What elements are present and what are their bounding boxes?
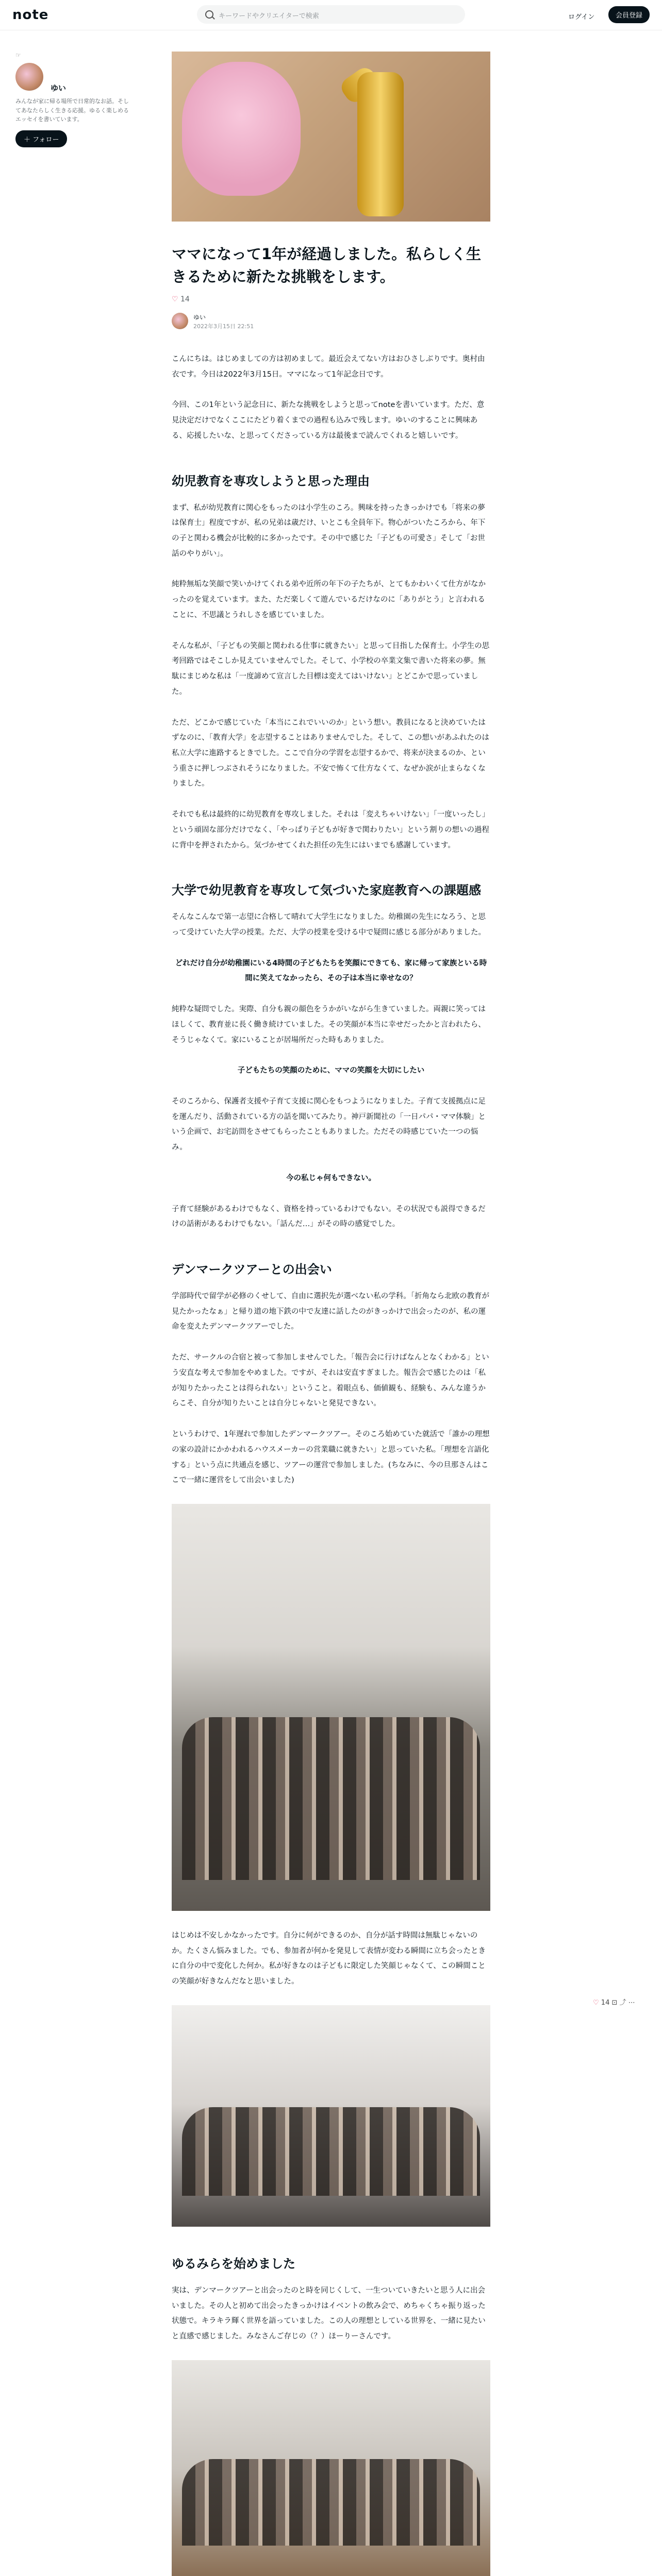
- paragraph: 純粋な疑問でした。実際、自分も親の顔色をうかがいながら生きていました。両親に笑ってはほしくて、教育並に長く働き続けていました。その笑顔が本当に幸せだったかと言われたら、そうじゃなくて。家にいることが居場所だった時もありました。: [172, 1005, 486, 1044]
- paragraph: ただ、サークルの合宿と被って参加しませんでした。「報告会に行けばなんとなくわかる」という安直な考えで参加をやめました。ですが、それは安直すぎました。報告会で感じたのは「私が知りたかったことは得られない」ということ。着眼点も、価値観も、経験も、みんな違うからこそ、自分が知りたいことは自分じゃないと発見できない。: [172, 1353, 489, 1408]
- section-heading: ゆるみらを始めました: [172, 2256, 295, 2271]
- like-row: [172, 295, 490, 303]
- signup-button[interactable]: 会員登録: [608, 6, 650, 23]
- floating-like-count: 14: [601, 1999, 610, 2007]
- search-icon: [205, 10, 213, 19]
- creator-name[interactable]: ゆい: [51, 83, 67, 93]
- emphasis-quote: どれだけ自分が幼稚園にいる4時間の子どもたちを笑顔にできても、家に帰って家族といる時間に笑えてなかったら、その子は本当に幸せなの？: [175, 959, 487, 983]
- costume-image: [182, 2459, 480, 2546]
- crowd-image: [182, 1717, 480, 1880]
- emphasis-quote: 子どもたちの笑顔のために、ママの笑顔を大切にしたい: [237, 1066, 425, 1075]
- group-photo-outdoor: [172, 1504, 490, 1911]
- group-photo-indoor: [172, 2005, 490, 2227]
- emphasis-quote: 今の私じゃ何もできない。: [286, 1174, 376, 1182]
- hero-image: [172, 52, 490, 222]
- paragraph: 子育て経験があるわけでもなく、資格を持っているわけでもない。その状況でも説得できるだけの話術があるわけでもない。「話んだ…」がその時の感覚でした。: [172, 1205, 486, 1229]
- bookmark-icon[interactable]: ⊡: [611, 1999, 618, 2007]
- creator-avatar[interactable]: [15, 63, 43, 91]
- paragraph: まず、私が幼児教育に関心をもったのは小学生のころ。興味を持ったきっかけでも「将来の夢は保育士」程度ですが、私の兄弟は歳だけ、いとこも全員年下。物心がついたころから、年下の子と関わる機会が比較的に多かったです。その中で感じた「子どもの可愛さ」そして「お世話のやりがい」。: [172, 503, 486, 558]
- paragraph: 純粋無垢な笑顔で笑いかけてくれる弟や近所の年下の子たちが、とてもかわいくて仕方がなかったのを覚えています。また、ただ楽しくて遊んでいるだけなのに「ありがとう」と言われることに、不思議とうれしさを感じていました。: [172, 580, 486, 619]
- paragraph: こんにちは。はじめましての方は初めまして。最近会えてない方はおひさしぶりです。奥村由衣です。今日は2022年3月15日。ママになって1年記念日です。: [172, 355, 485, 379]
- search-box[interactable]: [197, 5, 465, 24]
- paragraph: それでも私は最終的に幼児教育を専攻しました。それは「変えちゃいけない」「一度いったし」という頑固な部分だけでなく、「やっぱり子どもが好きで関わりたい」という割りの想いの過程に背中を押されたから。気づかせてくれた担任の先生にはいまでも感謝しています。: [172, 810, 490, 850]
- article-body: [172, 352, 490, 2576]
- sidebar-mark: ☞: [15, 52, 21, 59]
- search-placeholder: キーワードやクリエイターで検索: [219, 12, 319, 20]
- author-avatar[interactable]: [172, 313, 188, 329]
- article: [172, 52, 490, 2576]
- paragraph: そんな私が、「子どもの笑顔と関われる仕事に就きたい」と思って目指した保育士。小学生の思考回路ではそこしか見えていませんでした。そして、小学校の卒業文集で書いた将来の夢。無駄にまじめな私は「一度諦めて宣言した目標は変えてはいけない」とどこかで思っていました。: [172, 641, 490, 696]
- sidebar: [15, 52, 129, 147]
- paragraph: 今回、この1年という記念日に、新たな挑戦をしようと思ってnoteを書いています。ただ、意見決定だけでなくここにたどり着くまでの過程も込みで残します。ゆいのすることに興味ある、応援したいな、と思ってくださっている方は最後まで読んでくれると嬉しいです。: [172, 401, 485, 440]
- top-bar: [0, 0, 662, 30]
- author-row: [172, 313, 490, 331]
- paragraph: 学部時代で留学が必修のくせして、自由に選択先が選べない私の学科。「折角なら北欧の教育が見たかったなぁ」と帰り道の地下鉄の中で友達に話したのがきっかけで出会ったのが、私の運命を変えたデンマークツアーでした。: [172, 1292, 489, 1331]
- section-heading: 大学で幼児教育を専攻して気づいた家庭教育への課題感: [172, 883, 481, 898]
- creator-bio: みんなが家に帰る場所で日常的なお話。そしてあなたらしく生きる応援。ゆるく楽しめるエッセイを書いています。: [15, 98, 129, 123]
- article-title: ママになって1年が経過しました。私らしく生きるために新たな挑戦をします。: [172, 245, 482, 285]
- paragraph: そんなこんなで第一志望に合格して晴れて大学生になりました。幼稚園の先生になろう、と思って受けていた大学の授業。ただ、大学の授業を受ける中で疑問に感じる部分がありました。: [172, 913, 486, 937]
- section-heading: デンマークツアーとの出会い: [172, 1262, 332, 1277]
- note-logo[interactable]: note: [12, 7, 49, 23]
- costume-photo: [172, 2360, 490, 2576]
- baby-in-costume-image: [182, 62, 301, 196]
- section-heading: 幼児教育を専攻しようと思った理由: [172, 473, 370, 488]
- paragraph: そのころから、保護者支援や子育て支援に関心をもつようになりました。子育て支援拠点に足を運んだり、活動されている方の話を聞いてみたり。神戸新聞社の「一日パパ・ママ体験」という企画で、お宅訪問をさせてもらったこともありました。ただその時感じていた一つの悩み。: [172, 1097, 486, 1152]
- crowd-image: [182, 2107, 480, 2196]
- heart-icon[interactable]: ♡: [172, 295, 178, 303]
- share-icon[interactable]: ⤴: [619, 1999, 626, 2007]
- like-count: 14: [180, 295, 190, 303]
- paragraph: 実は、デンマークツアーと出会ったのと時を同じくして、一生ついていきたいと思う人に出会いました。その人と初めて出会ったきっかけはイベントの飲み会で、めちゃくちゃ振り返った状態で。キラキラ輝く世界を語っていました。この人の理想としている世界を、一緒に見たいと直感で感じました。みなさんご存じの（？）ほーりーさんです。: [172, 2286, 486, 2341]
- paragraph: というわけで、1年遅れで参加したデンマークツアー。そのころ始めていた就活で「誰かの理想の家の設計にかかわれるハウスメーカーの営業職に就きたい」と思っていた私。「理想を言語化する」という点に共通点を感じ、ツアーの運営で参加しました。(ちなみに、今の旦那さんはここで一緒に運営をして出会いました): [172, 1430, 490, 1485]
- number-one-balloon-image: [357, 72, 404, 216]
- floating-actions: [593, 1997, 635, 2007]
- heart-icon[interactable]: ♡: [593, 1999, 599, 2007]
- publish-date: 2022年3月15日 22:51: [193, 323, 254, 330]
- login-link[interactable]: ログイン: [568, 13, 595, 21]
- paragraph: ただ、どこかで感じていた「本当にこれでいいのか」という想い。教員になると決めていたはずなのに、「教育大学」を志望することはありませんでした。そして、この想いがあふれたのは私立大学に進路するときでした。ここで自分の学習を志望するかで、将来が決まるのか、という重さに押しつぶされそうになりました。不安で怖くて仕方なくて、なぜか涙が止まらなくなりました。: [172, 718, 489, 788]
- more-icon[interactable]: ⋯: [628, 1999, 635, 2007]
- author-name[interactable]: ゆい: [193, 314, 206, 321]
- paragraph: はじめは不安しかなかったです。自分に何ができるのか、自分が話す時間は無駄じゃないのか。たくさん悩みました。でも、参加者が何かを発見して表情が変わる瞬間に立ち会ったときに自分の中で変化した何か。私が好きなのは子どもに限定した笑顔じゃなくて、この瞬間ことの笑顔が好きなんだなと思いました。: [172, 1931, 486, 1986]
- follow-button[interactable]: ＋ フォロー: [15, 130, 67, 147]
